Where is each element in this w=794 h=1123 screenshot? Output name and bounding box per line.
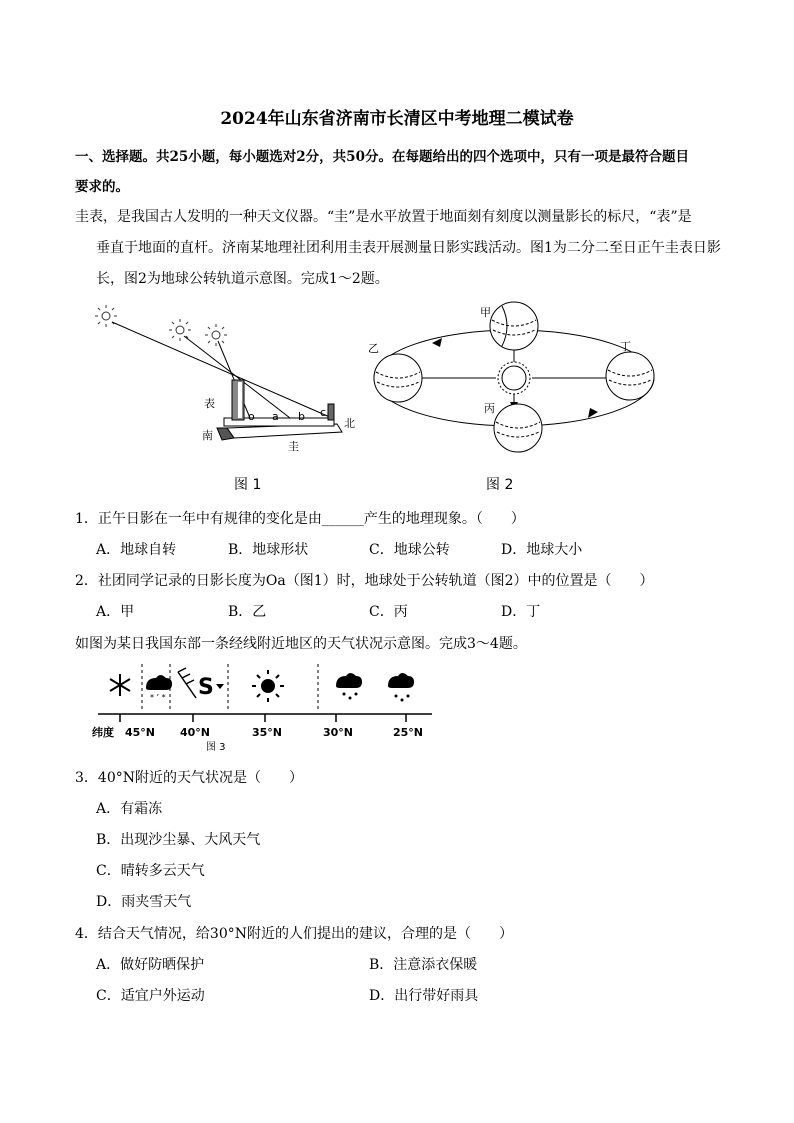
section-heading-line1: 一、选择题。共25小题，每小题选对2分，共50分。在每题给出的四个选项中，只有一项是最符合题目 xyxy=(75,149,689,165)
label-nan: 南 xyxy=(202,429,213,442)
label-biao: 表 xyxy=(204,397,215,410)
snow-icon xyxy=(110,674,130,696)
question-3-option-b[interactable]: B．出现沙尘暴、大风天气 xyxy=(96,832,261,848)
tick-30n: 30°N xyxy=(323,726,354,739)
label-c: c xyxy=(320,406,327,419)
question-4-option-c[interactable]: C．适宜户外运动 xyxy=(96,988,205,1004)
earth-ding-icon xyxy=(606,352,654,400)
question-3-option-c[interactable]: C．晴转多云天气 xyxy=(96,863,205,879)
label-ding: 丁 xyxy=(620,340,631,353)
question-2-option-d[interactable]: D．丁 xyxy=(501,604,541,620)
question-2-option-a[interactable]: A．甲 xyxy=(96,604,135,620)
sunny-icon xyxy=(252,670,284,702)
tick-45n: 45°N xyxy=(125,726,156,739)
figure-1-gnomon xyxy=(92,300,362,500)
label-bei: 北 xyxy=(344,417,355,430)
intro1-line3: 长，图2为地球公转轨道示意图。完成1～2题。 xyxy=(96,271,389,287)
rain-cloud-icon xyxy=(388,673,414,702)
question-1-option-a[interactable]: A．地球自转 xyxy=(96,542,177,558)
label-b: b xyxy=(298,410,305,423)
label-gui: 圭 xyxy=(288,440,299,453)
question-1-option-c[interactable]: C．地球公转 xyxy=(369,542,450,558)
earth-jia-icon xyxy=(490,302,538,350)
label-o: o xyxy=(248,410,255,423)
strong-wind-icon xyxy=(178,668,196,698)
label-yi: 乙 xyxy=(368,342,379,355)
intro1-line2: 垂直于地面的直杆。济南某地理社团利用圭表开展测量日影实践活动。图1为二分二至日正午圭表日影 xyxy=(96,240,721,256)
axis-label: 纬度 xyxy=(92,726,114,739)
question-2-stem: 2．社团同学记录的日影长度为Oa（图1）时，地球处于公转轨道（图2）中的位置是（ ） xyxy=(75,573,654,589)
question-1-option-d[interactable]: D．地球大小 xyxy=(501,542,583,558)
svg-text:* ʼ *: * ʼ * xyxy=(150,693,166,702)
question-1-option-b[interactable]: B．地球形状 xyxy=(228,542,309,558)
sun-icon xyxy=(169,319,191,341)
figure-1-caption: 图 1 xyxy=(234,477,262,493)
tick-40n: 40°N xyxy=(180,726,211,739)
rain-cloud-icon xyxy=(336,673,362,700)
earth-bing-icon xyxy=(494,404,542,452)
svg-text:S: S xyxy=(198,675,214,700)
question-3-option-a[interactable]: A．有霜冻 xyxy=(96,801,163,817)
question-4-stem: 4．结合天气情况，给30°N附近的人们提出的建议，合理的是（ ） xyxy=(75,926,513,942)
question-2-option-b[interactable]: B．乙 xyxy=(228,604,267,620)
figure-3-caption: 图 3 xyxy=(206,742,226,753)
label-bing: 丙 xyxy=(484,402,495,415)
tick-35n: 35°N xyxy=(252,726,283,739)
question-4-option-a[interactable]: A．做好防晒保护 xyxy=(96,957,205,973)
sun-icon xyxy=(498,362,530,394)
intro1-line1: 圭表，是我国古人发明的一种天文仪器。“圭”是水平放置于地面刻有刻度以测量影长的标尺，“表”是 xyxy=(75,209,692,225)
tick-25n: 25°N xyxy=(393,726,424,739)
question-3-stem: 3．40°N附近的天气状况是（ ） xyxy=(75,770,303,786)
sleet-cloud-icon xyxy=(146,675,172,702)
question-3-option-d[interactable]: D．雨夹雪天气 xyxy=(96,894,192,910)
earth-yi-icon xyxy=(374,354,422,402)
intro2-text: 如图为某日我国东部一条经线附近地区的天气状况示意图。完成3～4题。 xyxy=(75,636,527,652)
question-1-stem: 1．正午日影在一年中有规律的变化是由______产生的地理现象。（ ） xyxy=(75,511,525,527)
figure-2-caption: 图 2 xyxy=(486,477,514,493)
sun-icon xyxy=(205,324,227,346)
section-heading-line2: 要求的。 xyxy=(75,179,129,195)
page-title: 2024年山东省济南市长清区中考地理二模试卷 xyxy=(220,109,574,129)
question-4-option-d[interactable]: D．出行带好雨具 xyxy=(369,988,479,1004)
question-4-option-b[interactable]: B．注意添衣保暖 xyxy=(369,957,478,973)
figure-3-weather xyxy=(92,660,437,760)
sandstorm-icon xyxy=(198,675,224,700)
question-2-option-c[interactable]: C．丙 xyxy=(369,604,408,620)
figure-2-orbit xyxy=(362,300,662,500)
label-jia: 甲 xyxy=(480,306,491,319)
sun-icon xyxy=(95,305,117,327)
label-a: a xyxy=(272,410,279,423)
